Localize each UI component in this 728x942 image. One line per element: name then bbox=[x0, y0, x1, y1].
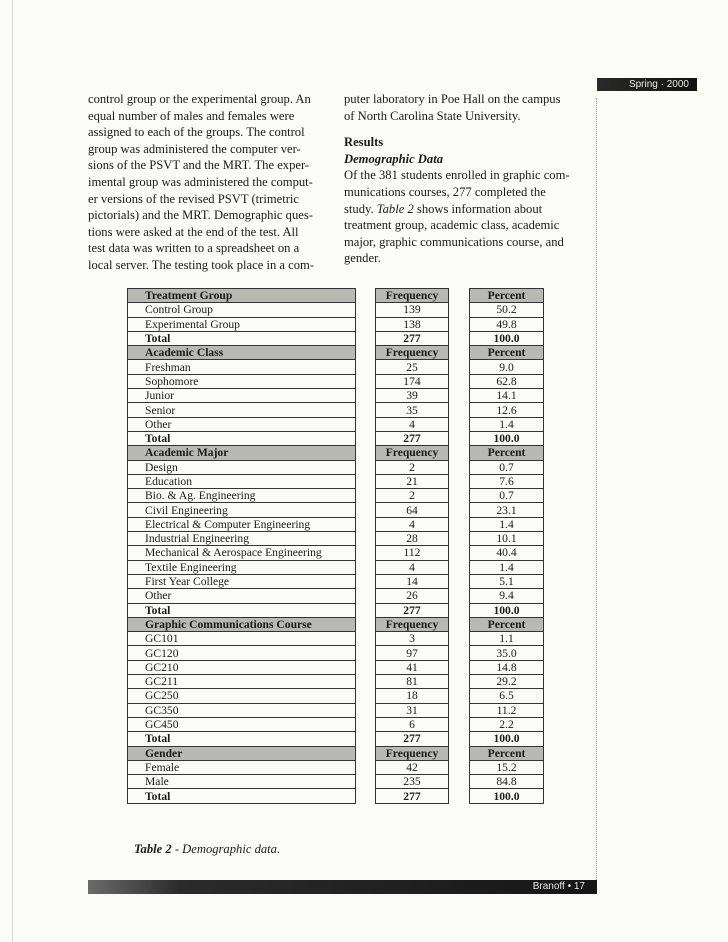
table-caption bbox=[134, 842, 280, 857]
column-gap bbox=[449, 732, 470, 746]
total-row bbox=[128, 789, 544, 803]
column-gap bbox=[356, 474, 376, 488]
table-row bbox=[128, 560, 544, 574]
column-gap bbox=[356, 746, 376, 760]
label-cell: First Year College bbox=[128, 574, 356, 588]
percent-cell: 40.4 bbox=[470, 546, 544, 560]
demographic-subheading: Demographic Data bbox=[344, 151, 443, 166]
column-gap bbox=[449, 289, 470, 303]
body-text: study. bbox=[344, 201, 377, 216]
column-gap bbox=[356, 303, 376, 317]
percent-cell: 100.0 bbox=[470, 603, 544, 617]
frequency-cell: 277 bbox=[376, 603, 449, 617]
body-line: tions were asked at the end of the test. All bbox=[88, 224, 299, 239]
column-gap bbox=[449, 560, 470, 574]
body-line bbox=[344, 201, 588, 218]
section-header-row bbox=[128, 289, 544, 303]
column-gap bbox=[356, 603, 376, 617]
column-gap bbox=[449, 489, 470, 503]
frequency-cell: 139 bbox=[376, 303, 449, 317]
frequency-cell: 2 bbox=[376, 489, 449, 503]
column-gap bbox=[356, 431, 376, 445]
section-header-row bbox=[128, 746, 544, 760]
frequency-cell: 174 bbox=[376, 374, 449, 388]
label-cell: Gender bbox=[128, 746, 356, 760]
label-cell: Electrical & Computer Engineering bbox=[128, 517, 356, 531]
percent-cell: 1.4 bbox=[470, 560, 544, 574]
column-gap bbox=[356, 660, 376, 674]
body-line: treatment group, academic class, academic bbox=[344, 218, 560, 233]
column-gap bbox=[449, 474, 470, 488]
frequency-cell: 25 bbox=[376, 360, 449, 374]
column-gap bbox=[449, 689, 470, 703]
table-row bbox=[128, 689, 544, 703]
body-line: major, graphic communications course, and bbox=[344, 234, 564, 249]
column-gap bbox=[449, 517, 470, 531]
body-line: group was administered the computer ver- bbox=[88, 141, 301, 156]
column-gap bbox=[449, 346, 470, 360]
frequency-cell: 277 bbox=[376, 431, 449, 445]
frequency-cell: Frequency bbox=[376, 446, 449, 460]
column-gap bbox=[449, 775, 470, 789]
frequency-cell: 18 bbox=[376, 689, 449, 703]
percent-cell: 100.0 bbox=[470, 331, 544, 345]
body-line: Of the 381 students enrolled in graphic com- bbox=[344, 168, 570, 183]
label-cell: Other bbox=[128, 589, 356, 603]
column-gap bbox=[356, 675, 376, 689]
label-cell: Senior bbox=[128, 403, 356, 417]
column-gap bbox=[449, 617, 470, 631]
table-row bbox=[128, 546, 544, 560]
frequency-cell: 4 bbox=[376, 560, 449, 574]
column-gap bbox=[449, 403, 470, 417]
frequency-cell: 3 bbox=[376, 632, 449, 646]
column-gap bbox=[449, 360, 470, 374]
percent-cell: 84.8 bbox=[470, 775, 544, 789]
column-gap bbox=[356, 417, 376, 431]
column-gap bbox=[356, 632, 376, 646]
frequency-cell: 39 bbox=[376, 389, 449, 403]
column-gap bbox=[449, 303, 470, 317]
percent-cell: 100.0 bbox=[470, 431, 544, 445]
percent-cell: 9.4 bbox=[470, 589, 544, 603]
label-cell: Textile Engineering bbox=[128, 560, 356, 574]
column-gap bbox=[449, 603, 470, 617]
column-gap bbox=[356, 460, 376, 474]
body-line: munications courses, 277 completed the bbox=[344, 184, 546, 199]
column-gap bbox=[356, 360, 376, 374]
table-row bbox=[128, 760, 544, 774]
frequency-cell: 64 bbox=[376, 503, 449, 517]
label-cell: Total bbox=[128, 789, 356, 803]
body-line: test data was written to a spreadsheet on a bbox=[88, 241, 300, 256]
percent-cell: Percent bbox=[470, 289, 544, 303]
column-gap bbox=[356, 389, 376, 403]
column-gap bbox=[449, 417, 470, 431]
label-cell: Other bbox=[128, 417, 356, 431]
frequency-cell: 28 bbox=[376, 532, 449, 546]
column-gap bbox=[356, 317, 376, 331]
percent-cell: 23.1 bbox=[470, 503, 544, 517]
body-text: shows information about bbox=[413, 201, 543, 216]
table-reference: Table 2 bbox=[376, 201, 414, 216]
column-gap bbox=[356, 374, 376, 388]
section-header-row bbox=[128, 446, 544, 460]
label-cell: Treatment Group bbox=[128, 289, 356, 303]
body-line: sions of the PSVT and the MRT. The exper- bbox=[88, 158, 310, 173]
column-gap bbox=[356, 560, 376, 574]
column-gap bbox=[449, 660, 470, 674]
frequency-cell: 42 bbox=[376, 760, 449, 774]
column-gap bbox=[449, 703, 470, 717]
label-cell: Junior bbox=[128, 389, 356, 403]
label-cell: GC210 bbox=[128, 660, 356, 674]
frequency-cell: Frequency bbox=[376, 346, 449, 360]
column-gap bbox=[356, 503, 376, 517]
column-gap bbox=[356, 346, 376, 360]
column-gap bbox=[449, 789, 470, 803]
footer-band bbox=[88, 880, 597, 894]
frequency-cell: 4 bbox=[376, 417, 449, 431]
column-gap bbox=[356, 689, 376, 703]
frequency-cell: 21 bbox=[376, 474, 449, 488]
column-gap bbox=[449, 374, 470, 388]
frequency-cell: 14 bbox=[376, 574, 449, 588]
column-gap bbox=[356, 574, 376, 588]
percent-cell: 29.2 bbox=[470, 675, 544, 689]
percent-cell: 14.1 bbox=[470, 389, 544, 403]
percent-cell: 1.4 bbox=[470, 417, 544, 431]
label-cell: Academic Class bbox=[128, 346, 356, 360]
label-cell: Sophomore bbox=[128, 374, 356, 388]
frequency-cell: 277 bbox=[376, 789, 449, 803]
percent-cell: 49.8 bbox=[470, 317, 544, 331]
column-gap bbox=[449, 532, 470, 546]
body-line: control group or the experimental group. An bbox=[88, 92, 311, 106]
percent-cell: 35.0 bbox=[470, 646, 544, 660]
caption-label: Table 2 bbox=[134, 842, 172, 856]
issue-label: Spring · 2000 bbox=[628, 79, 689, 90]
percent-cell: 100.0 bbox=[470, 789, 544, 803]
frequency-cell: 6 bbox=[376, 717, 449, 731]
table-row bbox=[128, 374, 544, 388]
column-gap bbox=[449, 760, 470, 774]
label-cell: Design bbox=[128, 460, 356, 474]
label-cell: Male bbox=[128, 775, 356, 789]
section-header-row bbox=[128, 346, 544, 360]
column-gap bbox=[356, 546, 376, 560]
right-column bbox=[344, 91, 588, 267]
column-gap bbox=[449, 589, 470, 603]
label-cell: GC250 bbox=[128, 689, 356, 703]
column-gap bbox=[449, 389, 470, 403]
running-foot: Branoff • 17 bbox=[532, 881, 585, 892]
frequency-cell: Frequency bbox=[376, 289, 449, 303]
label-cell: Civil Engineering bbox=[128, 503, 356, 517]
table-row bbox=[128, 589, 544, 603]
column-gap bbox=[449, 632, 470, 646]
caption-text: - Demographic data. bbox=[171, 842, 281, 856]
label-cell: Industrial Engineering bbox=[128, 532, 356, 546]
intro-line: of North Carolina State University. bbox=[344, 108, 521, 123]
percent-cell: 0.7 bbox=[470, 489, 544, 503]
body-line: pictorials) and the MRT. Demographic ques- bbox=[88, 208, 313, 223]
body-line: er versions of the revised PSVT (trimetric bbox=[88, 191, 300, 206]
frequency-cell: 235 bbox=[376, 775, 449, 789]
column-gap bbox=[449, 331, 470, 345]
frequency-cell: Frequency bbox=[376, 746, 449, 760]
column-gap bbox=[449, 431, 470, 445]
body-line: gender. bbox=[344, 251, 381, 266]
percent-cell: 2.2 bbox=[470, 717, 544, 731]
percent-cell: Percent bbox=[470, 446, 544, 460]
percent-cell: Percent bbox=[470, 346, 544, 360]
body-line: local server. The testing took place in a com- bbox=[88, 257, 315, 272]
column-gap bbox=[356, 489, 376, 503]
table-row bbox=[128, 489, 544, 503]
label-cell: Academic Major bbox=[128, 446, 356, 460]
table-row bbox=[128, 632, 544, 646]
column-gap bbox=[356, 760, 376, 774]
label-cell: Total bbox=[128, 603, 356, 617]
label-cell: Total bbox=[128, 331, 356, 345]
frequency-cell: 31 bbox=[376, 703, 449, 717]
intro-line: puter laboratory in Poe Hall on the campus bbox=[344, 92, 561, 106]
column-gap bbox=[449, 746, 470, 760]
column-gap bbox=[449, 317, 470, 331]
frequency-cell: 138 bbox=[376, 317, 449, 331]
column-gap bbox=[356, 617, 376, 631]
column-gap bbox=[356, 589, 376, 603]
page-edge bbox=[12, 0, 13, 942]
section-header-row bbox=[128, 617, 544, 631]
total-row bbox=[128, 431, 544, 445]
percent-cell: 15.2 bbox=[470, 760, 544, 774]
frequency-cell: 112 bbox=[376, 546, 449, 560]
total-row bbox=[128, 331, 544, 345]
body-line: assigned to each of the groups. The control bbox=[88, 125, 305, 140]
header-band bbox=[597, 78, 697, 91]
frequency-cell: 26 bbox=[376, 589, 449, 603]
label-cell: Female bbox=[128, 760, 356, 774]
table-row bbox=[128, 675, 544, 689]
body-line: equal number of males and females were bbox=[88, 108, 295, 123]
demographic-table bbox=[127, 288, 544, 804]
percent-cell: 14.8 bbox=[470, 660, 544, 674]
column-gap bbox=[449, 460, 470, 474]
percent-cell: 11.2 bbox=[470, 703, 544, 717]
percent-cell: 50.2 bbox=[470, 303, 544, 317]
column-gap bbox=[356, 532, 376, 546]
table-row bbox=[128, 389, 544, 403]
percent-cell: 62.8 bbox=[470, 374, 544, 388]
frequency-cell: 277 bbox=[376, 732, 449, 746]
column-gap bbox=[449, 646, 470, 660]
column-gap bbox=[449, 574, 470, 588]
table-row bbox=[128, 460, 544, 474]
column-gap bbox=[356, 446, 376, 460]
percent-cell: Percent bbox=[470, 617, 544, 631]
table-row bbox=[128, 646, 544, 660]
frequency-cell: 2 bbox=[376, 460, 449, 474]
table-row bbox=[128, 474, 544, 488]
margin-rule bbox=[596, 98, 598, 888]
label-cell: GC120 bbox=[128, 646, 356, 660]
label-cell: Graphic Communications Course bbox=[128, 617, 356, 631]
table-row bbox=[128, 660, 544, 674]
label-cell: GC211 bbox=[128, 675, 356, 689]
percent-cell: 0.7 bbox=[470, 460, 544, 474]
frequency-cell: 35 bbox=[376, 403, 449, 417]
table-row bbox=[128, 703, 544, 717]
percent-cell: 12.6 bbox=[470, 403, 544, 417]
label-cell: Total bbox=[128, 431, 356, 445]
percent-cell: 10.1 bbox=[470, 532, 544, 546]
column-gap bbox=[356, 775, 376, 789]
label-cell: Control Group bbox=[128, 303, 356, 317]
table-row bbox=[128, 517, 544, 531]
table-row bbox=[128, 303, 544, 317]
column-gap bbox=[449, 717, 470, 731]
total-row bbox=[128, 732, 544, 746]
frequency-cell: 41 bbox=[376, 660, 449, 674]
table-row bbox=[128, 775, 544, 789]
total-row bbox=[128, 603, 544, 617]
column-gap bbox=[356, 646, 376, 660]
label-cell: Education bbox=[128, 474, 356, 488]
table-row bbox=[128, 532, 544, 546]
column-gap bbox=[356, 403, 376, 417]
label-cell: Total bbox=[128, 732, 356, 746]
percent-cell: 1.4 bbox=[470, 517, 544, 531]
table-row bbox=[128, 503, 544, 517]
column-gap bbox=[449, 503, 470, 517]
column-gap bbox=[356, 289, 376, 303]
column-gap bbox=[356, 717, 376, 731]
column-gap bbox=[356, 517, 376, 531]
column-gap bbox=[356, 331, 376, 345]
label-cell: Experimental Group bbox=[128, 317, 356, 331]
frequency-cell: 81 bbox=[376, 675, 449, 689]
label-cell: GC450 bbox=[128, 717, 356, 731]
frequency-cell: 97 bbox=[376, 646, 449, 660]
percent-cell: Percent bbox=[470, 746, 544, 760]
left-column bbox=[88, 91, 332, 274]
results-heading: Results bbox=[344, 135, 384, 150]
percent-cell: 6.5 bbox=[470, 689, 544, 703]
column-gap bbox=[356, 703, 376, 717]
label-cell: Bio. & Ag. Engineering bbox=[128, 489, 356, 503]
frequency-cell: 277 bbox=[376, 331, 449, 345]
table-row bbox=[128, 417, 544, 431]
body-line: imental group was administered the comput- bbox=[88, 174, 313, 189]
percent-cell: 5.1 bbox=[470, 574, 544, 588]
label-cell: GC350 bbox=[128, 703, 356, 717]
percent-cell: 7.6 bbox=[470, 474, 544, 488]
label-cell: GC101 bbox=[128, 632, 356, 646]
percent-cell: 100.0 bbox=[470, 732, 544, 746]
column-gap bbox=[356, 732, 376, 746]
column-gap bbox=[356, 789, 376, 803]
percent-cell: 1.1 bbox=[470, 632, 544, 646]
label-cell: Freshman bbox=[128, 360, 356, 374]
column-gap bbox=[449, 675, 470, 689]
frequency-cell: Frequency bbox=[376, 617, 449, 631]
table-row bbox=[128, 360, 544, 374]
label-cell: Mechanical & Aerospace Engineering bbox=[128, 546, 356, 560]
frequency-cell: 4 bbox=[376, 517, 449, 531]
column-gap bbox=[449, 546, 470, 560]
table-row bbox=[128, 574, 544, 588]
table-row bbox=[128, 403, 544, 417]
column-gap bbox=[449, 446, 470, 460]
table-row bbox=[128, 317, 544, 331]
table-row bbox=[128, 717, 544, 731]
percent-cell: 9.0 bbox=[470, 360, 544, 374]
